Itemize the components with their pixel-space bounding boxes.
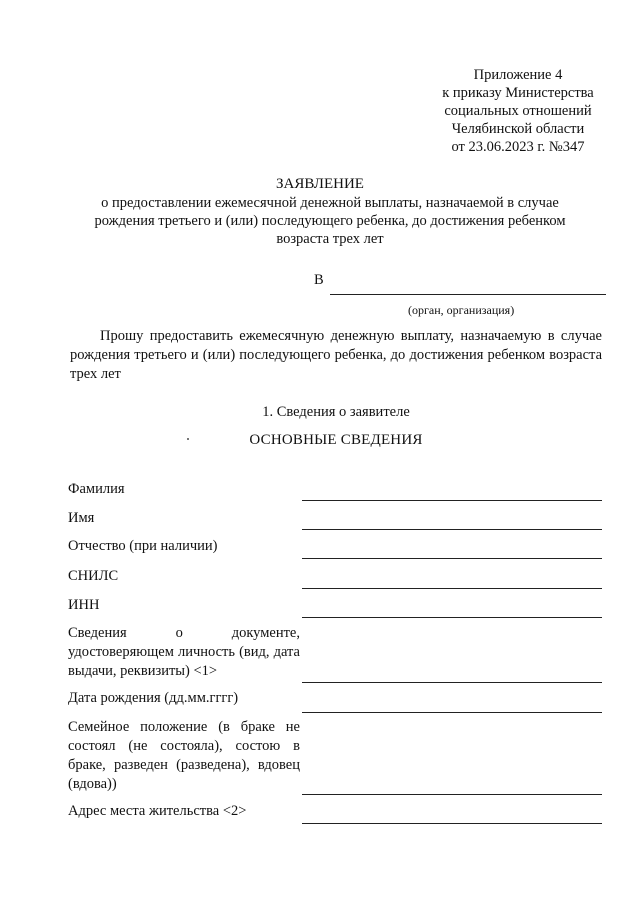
snils-field[interactable] xyxy=(302,588,602,589)
main-info-title: ОСНОВНЫЕ СВЕДЕНИЯ xyxy=(249,432,423,448)
scan-speck xyxy=(187,438,189,440)
surname-field[interactable] xyxy=(302,500,602,501)
address-field[interactable] xyxy=(302,823,602,824)
appendix-line: Челябинской области xyxy=(451,121,585,137)
birth-date-field[interactable] xyxy=(302,712,602,713)
appendix-line: Приложение 4 xyxy=(473,67,563,83)
id-document-label: Сведения о документе, удостоверяющем личность (вид, дата выдачи, реквизиты) <1> xyxy=(68,625,300,679)
appendix-line: от 23.06.2023 г. №347 xyxy=(451,139,585,155)
appendix-header xyxy=(418,66,618,156)
name-field[interactable] xyxy=(302,529,602,530)
snils-label: СНИЛС xyxy=(68,568,119,584)
inn-label: ИНН xyxy=(68,597,100,613)
section-title: 1. Сведения о заявителе xyxy=(262,404,410,420)
name-label: Имя xyxy=(68,510,95,526)
id-document-field[interactable] xyxy=(302,682,602,683)
marital-status-label: Семейное положение (в браке не состоял (не состояла), состою в браке, разведен (разведена), вдовец (вдова)) xyxy=(68,719,300,792)
request-paragraph: Прошу предоставить ежемесячную денежную выплату, назначаемую в случае рождения третьего и (или) последующего ребенка, до достижения ребенком возраста трех лет xyxy=(70,328,602,382)
recipient-input-line[interactable] xyxy=(330,294,606,295)
patronymic-label: Отчество (при наличии) xyxy=(68,538,218,554)
birth-date-label: Дата рождения (дд.мм.гггг) xyxy=(68,690,239,706)
recipient-caption: (орган, организация) xyxy=(408,303,515,317)
document-title: ЗАЯВЛЕНИЕ xyxy=(276,176,364,192)
inn-field[interactable] xyxy=(302,617,602,618)
document-subtitle: о предоставлении ежемесячной денежной выплаты, назначаемой в случае рождения третьего и (или) последующего ребенка, до достижения ребенком возраста трех лет xyxy=(94,195,566,247)
address-label: Адрес места жительства <2> xyxy=(68,803,247,819)
appendix-line: к приказу Министерства xyxy=(442,85,594,101)
patronymic-field[interactable] xyxy=(302,558,602,559)
surname-label: Фамилия xyxy=(68,481,125,497)
recipient-prefix: В xyxy=(314,272,324,288)
marital-status-field[interactable] xyxy=(302,794,602,795)
appendix-line: социальных отношений xyxy=(444,103,592,119)
